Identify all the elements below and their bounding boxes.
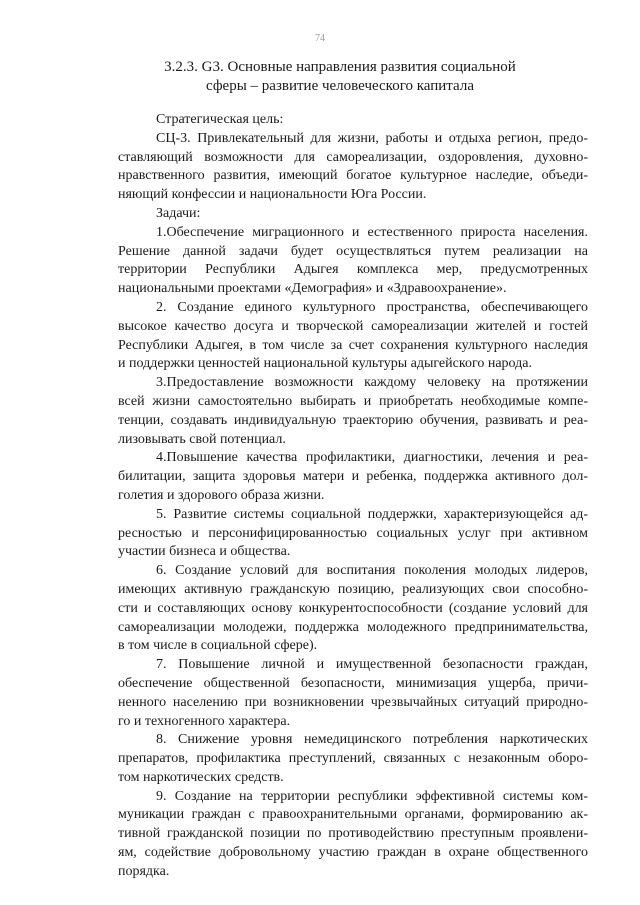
body-line: 3.Предоставление возможности каждому человеку на протяжении [156,375,588,391]
body-line: ресностью и персонифицированностью социальных услуг при активном [118,525,588,541]
body-line: лизовывать свой потенциал. [118,431,286,447]
body-line: няющий конфессии и национальности Юга России. [118,187,427,203]
page-number: 74 [315,33,325,44]
body-line: 5. Развитие системы социальной поддержки, характеризующейся ад- [156,506,588,522]
body-line: 7. Повышение личной и имущественной безопасности граждан, [156,657,588,673]
body-line: муникации граждан с правоохранительными органами, формированию ак- [118,807,588,823]
body-line: Задачи: [156,205,201,221]
body-line: препаратов, профилактика преступлений, связанных с незаконным оборо- [118,751,588,767]
body-line: территории Республики Адыгея комплекса мер, предусмотренных [118,262,588,278]
body-line: сти и составляющих основу конкурентоспособности (создание условий для [118,600,588,616]
body-line: самореализации молодежи, поддержка молодежного предпринимательства, [118,619,588,635]
section-heading-line-2: сферы – развитие человеческого капитала [206,78,474,94]
body-line: высокое качество досуга и творческой самореализации жителей и гостей [118,318,588,334]
body-line: 8. Снижение уровня немедицинского потребления наркотических [156,732,588,748]
body-line: Решение данной задачи будет осуществляться путем реализации на [118,243,588,259]
body-line: ненного населению при возникновении чрезвычайных ситуаций природно- [118,694,588,710]
section-heading [60,58,620,96]
body-line: тенции, создавать индивидуальную траекторию обучения, развивать и реа- [118,412,588,428]
body-line: имеющих активную гражданскую позицию, реализующих свои способно- [118,581,588,597]
body-line: СЦ-3. Привлекательный для жизни, работы и отдыха регион, предо- [156,130,588,146]
body-line: 2. Создание единого культурного пространства, обеспечивающего [156,299,588,315]
body-line: обеспечение общественной безопасности, минимизация ущерба, причи- [118,675,588,691]
body-line: ставляющий возможности для самореализации, оздоровления, духовно- [118,149,588,165]
body-line: участии бизнеса и общества. [118,544,291,560]
body-line: ям, содействие добровольному участию граждан в охране общественного [118,845,588,861]
body-line: и поддержки ценностей национальной культуры адыгейского народа. [118,356,532,372]
body-line: Республики Адыгея, в том числе за счет сохранения культурного наследия [118,337,588,353]
section-heading-line-1: 3.2.3. G3. Основные направления развития социальной [164,59,516,75]
body-line: порядка. [118,863,170,879]
body-line: в том числе в социальной сфере). [118,638,318,654]
body-text [118,111,588,882]
body-line: тивной гражданской позиции по противодействию преступным проявлени- [118,826,588,842]
body-line: 9. Создание на территории республики эффективной системы ком- [156,788,588,804]
body-line: билитации, защита здоровья матери и ребенка, поддержка активного дол- [118,469,588,485]
body-line: 1.Обеспечение миграционного и естественного прироста населения. [156,224,588,240]
body-line: том наркотических средств. [118,769,284,785]
body-line: голетия и здорового образа жизни. [118,487,325,503]
body-line: Стратегическая цель: [156,112,284,127]
body-line: национальными проектами «Демография» и «Здравоохранение». [118,281,507,297]
body-line: 6. Создание условий для воспитания поколения молодых лидеров, [156,563,588,579]
body-line: го и техногенного характера. [118,713,291,729]
body-line: всей жизни самостоятельно выбирать и приобретать необходимые компе- [118,393,588,409]
body-line: 4.Повышение качества профилактики, диагностики, лечения и реа- [156,450,588,466]
body-line: нравственного развития, имеющий богатое культурное наследие, объеди- [118,168,588,184]
